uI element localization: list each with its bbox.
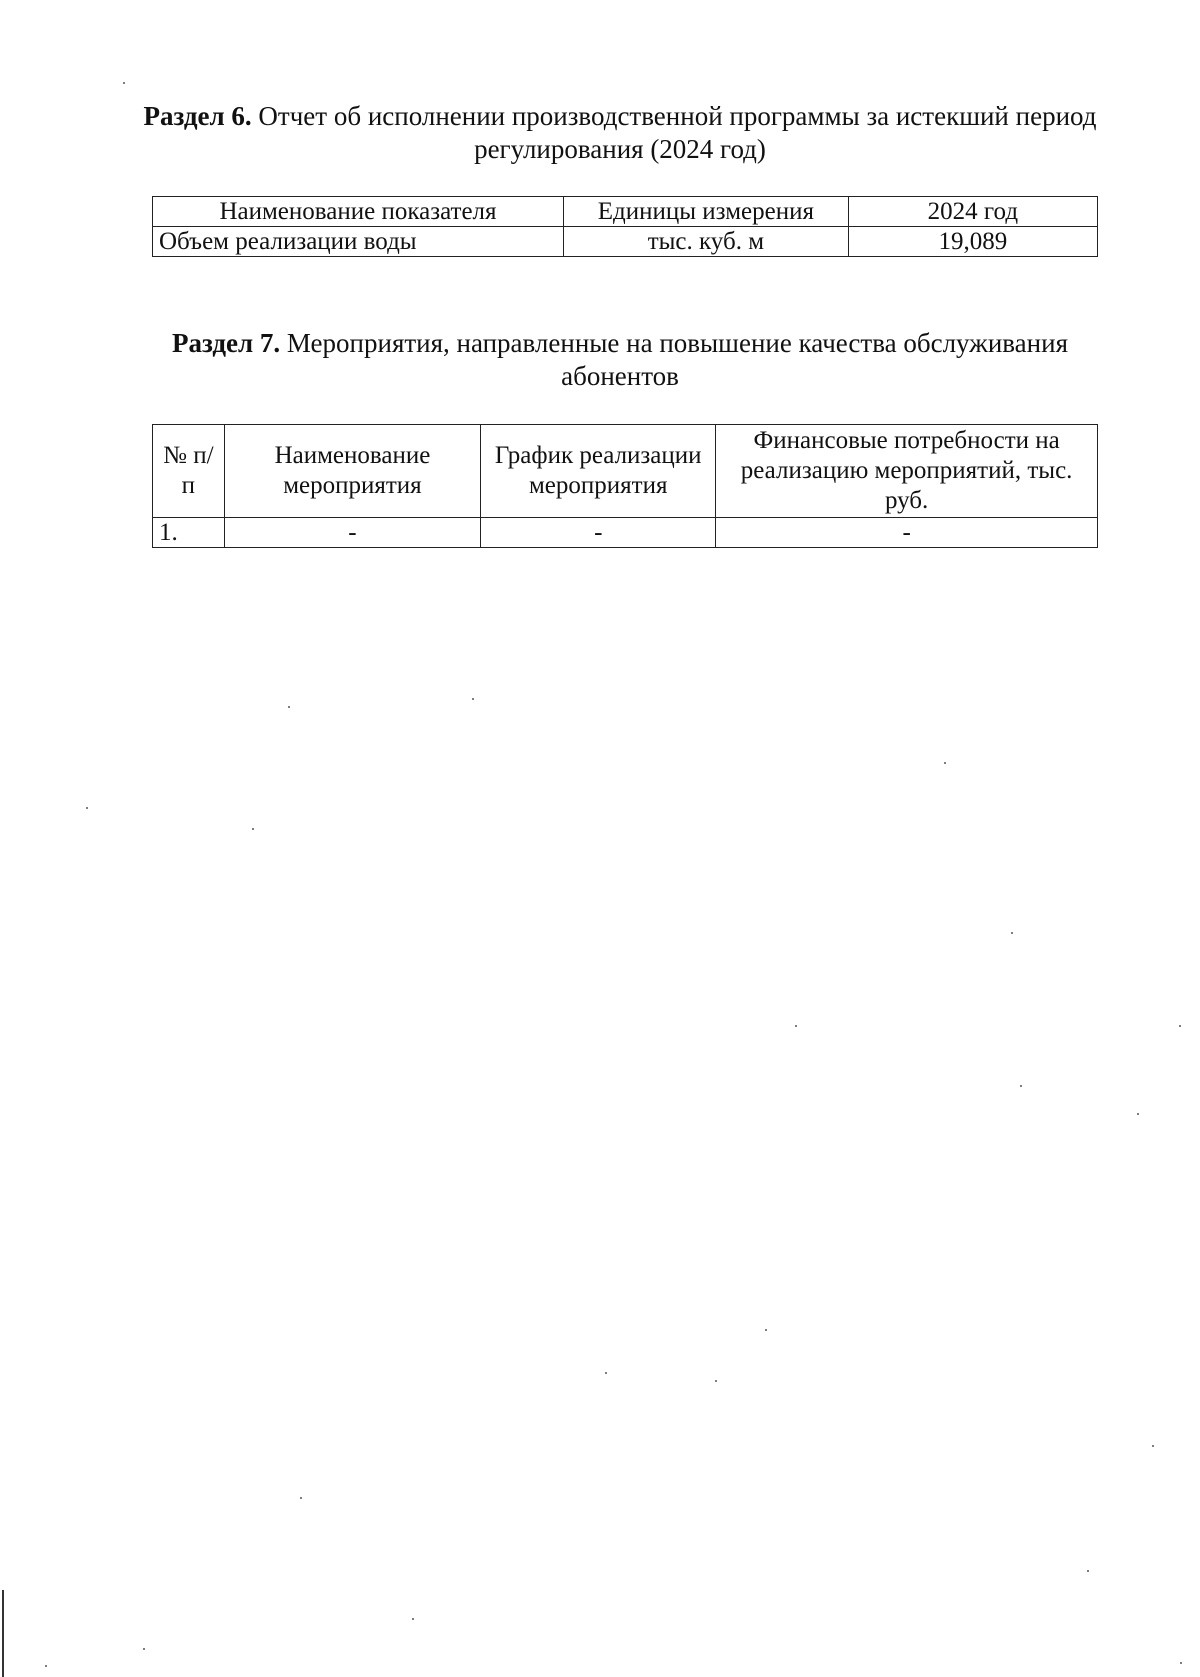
scan-speck (715, 1380, 717, 1382)
table-row (153, 227, 1098, 257)
scan-edge-line (2, 1590, 4, 1677)
scan-speck (252, 828, 254, 830)
header-year: 2024 год (848, 197, 1097, 227)
header-schedule: График реализации мероприятия (481, 425, 716, 518)
scan-speck (288, 706, 290, 708)
table-row (153, 518, 1098, 548)
scan-speck (472, 698, 474, 700)
section-7-title-bold: Раздел 7. (172, 328, 281, 358)
cell-financial-needs: - (716, 518, 1098, 548)
scan-speck (1020, 1085, 1022, 1087)
scan-speck (1180, 1662, 1182, 1664)
cell-value: 19,089 (848, 227, 1097, 257)
cell-indicator-name: Объем реализации воды (153, 227, 564, 257)
scan-speck (300, 1497, 302, 1499)
measures-table (152, 424, 1098, 548)
scan-speck (1011, 932, 1013, 934)
cell-schedule: - (481, 518, 716, 548)
section-6-title (140, 100, 1100, 166)
section-6-title-bold: Раздел 6. (143, 101, 252, 131)
cell-unit: тыс. куб. м (563, 227, 848, 257)
header-measure-name: Наименование мероприятия (224, 425, 481, 518)
scan-speck (86, 807, 88, 809)
scan-speck (765, 1329, 767, 1331)
table-header-row (153, 197, 1098, 227)
scan-speck (1137, 1113, 1139, 1115)
cell-number: 1. (153, 518, 225, 548)
header-financial-needs: Финансовые потребности на реализацию мероприятий, тыс. руб. (716, 425, 1098, 518)
scan-speck (412, 1618, 414, 1620)
scan-speck (123, 82, 125, 84)
scan-speck (1087, 1570, 1089, 1572)
scan-speck (1152, 1445, 1154, 1447)
header-indicator-name: Наименование показателя (153, 197, 564, 227)
section-7-title (140, 327, 1100, 393)
scan-speck (795, 1025, 797, 1027)
section-7-title-text: Мероприятия, направленные на повышение качества обслуживания абонентов (280, 328, 1068, 391)
cell-measure-name: - (224, 518, 481, 548)
scan-speck (944, 762, 946, 764)
scan-speck (45, 1665, 47, 1667)
scan-speck (605, 1372, 607, 1374)
production-program-table (152, 196, 1098, 257)
header-unit: Единицы измерения (563, 197, 848, 227)
table-header-row (153, 425, 1098, 518)
scan-speck (1179, 1025, 1181, 1027)
scan-speck (143, 1648, 145, 1650)
header-number: № п/п (153, 425, 225, 518)
section-6-title-text: Отчет об исполнении производственной программы за истекший период регулирования (2024 год) (251, 101, 1097, 164)
